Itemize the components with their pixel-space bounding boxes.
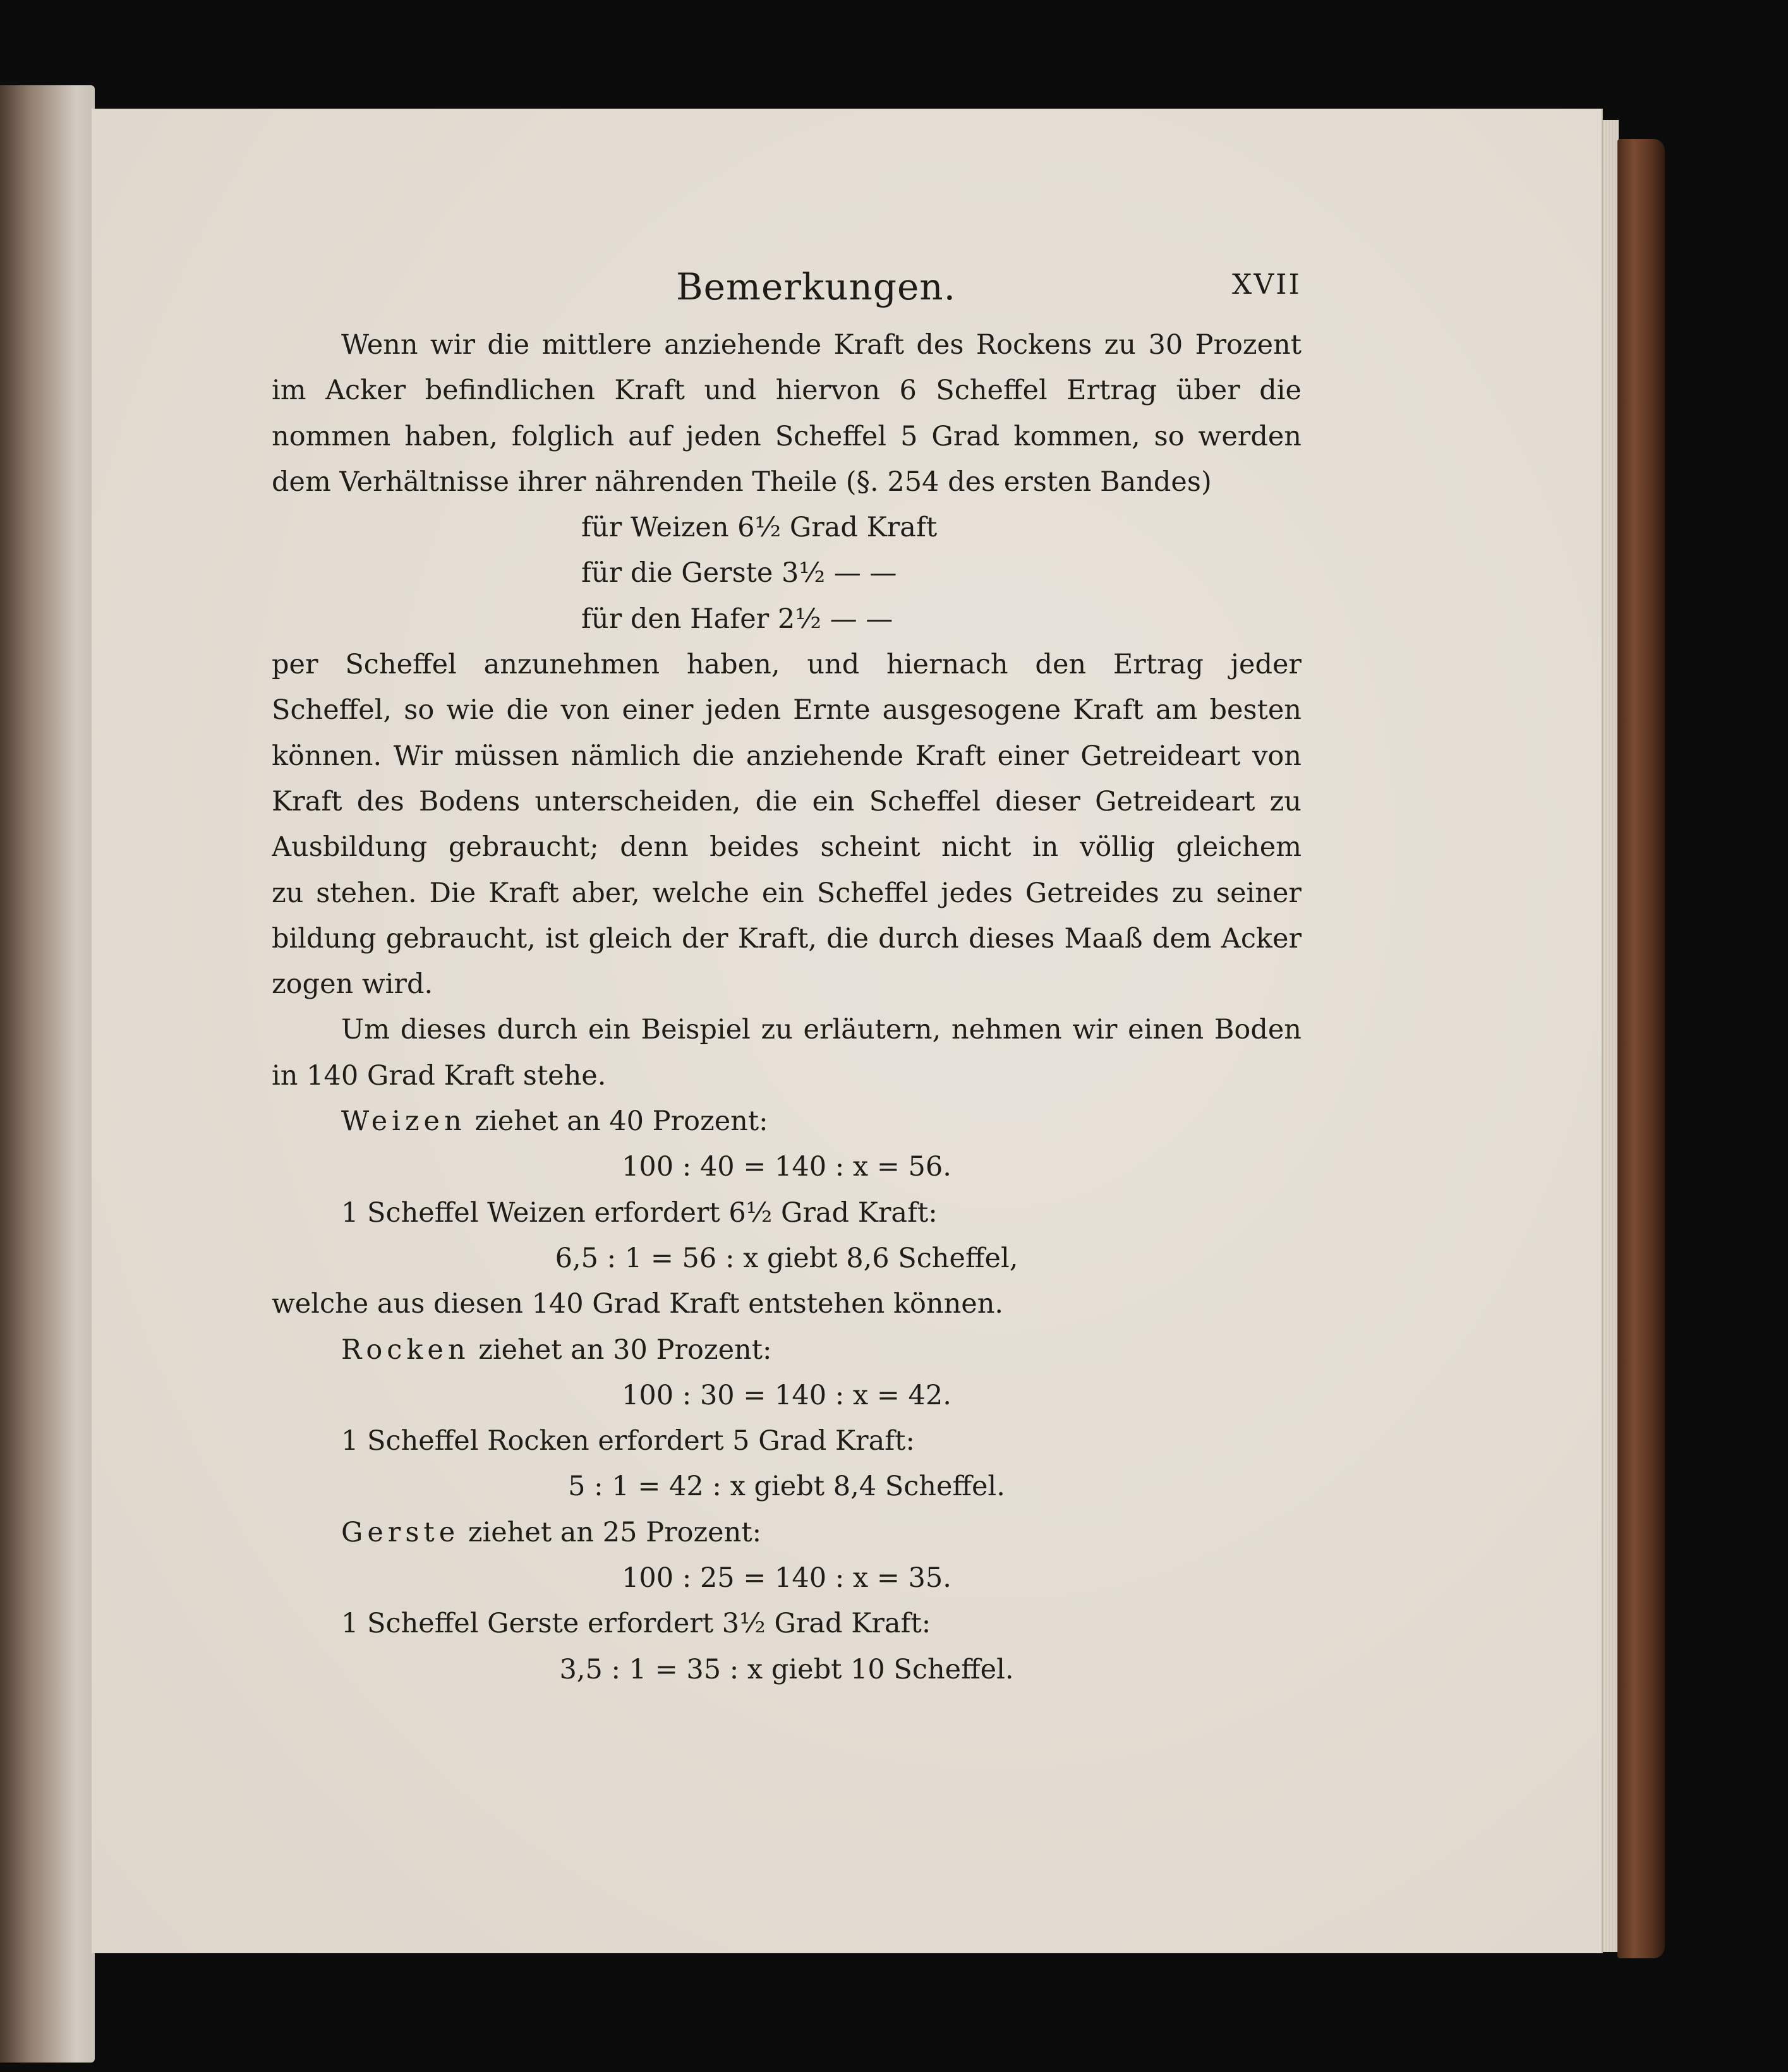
page-number: XVII: [1232, 268, 1302, 301]
text-line: Kraft des Bodens unterscheiden, die ein Scheffel dieser Getreideart zu: [272, 785, 1302, 817]
facing-page-edge: [0, 85, 95, 2063]
text-line: 1 Scheffel Rocken erfordert 5 Grad Kraft:: [341, 1425, 915, 1457]
spaced-word: Gerste: [341, 1516, 460, 1548]
heading-rest: ziehet an 30 Prozent:: [469, 1334, 772, 1366]
example-heading: [272, 1510, 1302, 1555]
text-line: welche aus diesen 140 Grad Kraft entstehen können.: [272, 1288, 1004, 1320]
text-line: zu stehen. Die Kraft aber, welche ein Scheffel jedes Getreides zu seiner: [272, 877, 1302, 909]
list-line: für Weizen 6½ Grad Kraft: [581, 512, 938, 544]
book-cover-edge: [1617, 139, 1665, 1958]
equation-line: 3,5 : 1 = 35 : x giebt 10 Scheffel.: [559, 1653, 1014, 1685]
heading-rest: ziehet an 40 Prozent:: [466, 1105, 768, 1138]
text-line: Wenn wir die mittlere anziehende Kraft des Rockens zu 30 Prozent: [341, 329, 1302, 361]
text-line: 1 Scheffel Gerste erfordert 3½ Grad Kraft:: [341, 1608, 931, 1640]
list-line: für die Gerste 3½ — —: [581, 557, 897, 589]
text-line: im Acker befindlichen Kraft und hiervon 6 Scheffel Ertrag über die: [272, 375, 1302, 407]
text-line: können. Wir müssen nämlich die anziehende Kraft einer Getreideart von: [272, 740, 1302, 772]
equation-line: 5 : 1 = 42 : x giebt 8,4 Scheffel.: [568, 1471, 1005, 1503]
spaced-word: Weizen: [341, 1105, 466, 1138]
list-line: für den Hafer 2½ — —: [581, 603, 893, 635]
text-line: nommen haben, folglich auf jeden Scheffel 5 Grad kommen, so werden: [272, 420, 1302, 452]
text-line: Ausbildung gebraucht; denn beides scheint nicht in völlig gleichem: [272, 831, 1302, 864]
text-line: zogen wird.: [272, 968, 433, 1001]
text-line: per Scheffel anzunehmen haben, und hiernach den Ertrag jeder: [272, 649, 1302, 681]
equation-line: 100 : 30 = 140 : x = 42.: [622, 1379, 951, 1411]
text-line: in 140 Grad Kraft stehe.: [272, 1059, 607, 1092]
equation-line: 100 : 25 = 140 : x = 35.: [622, 1562, 951, 1594]
text-line: Um dieses durch ein Beispiel zu erläutern, nehmen wir einen Boden: [341, 1014, 1302, 1046]
text-line: bildung gebraucht, ist gleich der Kraft, die durch dieses Maaß dem Acker: [272, 922, 1302, 955]
spaced-word: Rocken: [341, 1334, 470, 1366]
running-head: Bemerkungen.: [676, 265, 957, 308]
example-heading: [272, 1327, 1302, 1373]
example-heading: [272, 1099, 1302, 1144]
equation-line: 100 : 40 = 140 : x = 56.: [622, 1151, 951, 1183]
text-line: dem Verhältnisse ihrer nährenden Theile (§. 254 des ersten Bandes): [272, 466, 1212, 498]
heading-rest: ziehet an 25 Prozent:: [459, 1516, 762, 1548]
equation-line: 6,5 : 1 = 56 : x giebt 8,6 Scheffel,: [555, 1242, 1018, 1274]
text-line: Scheffel, so wie die von einer jeden Ernte ausgesogene Kraft am besten: [272, 694, 1302, 726]
text-line: 1 Scheffel Weizen erfordert 6½ Grad Kraft:: [341, 1196, 938, 1229]
body-text: [272, 322, 1302, 1692]
